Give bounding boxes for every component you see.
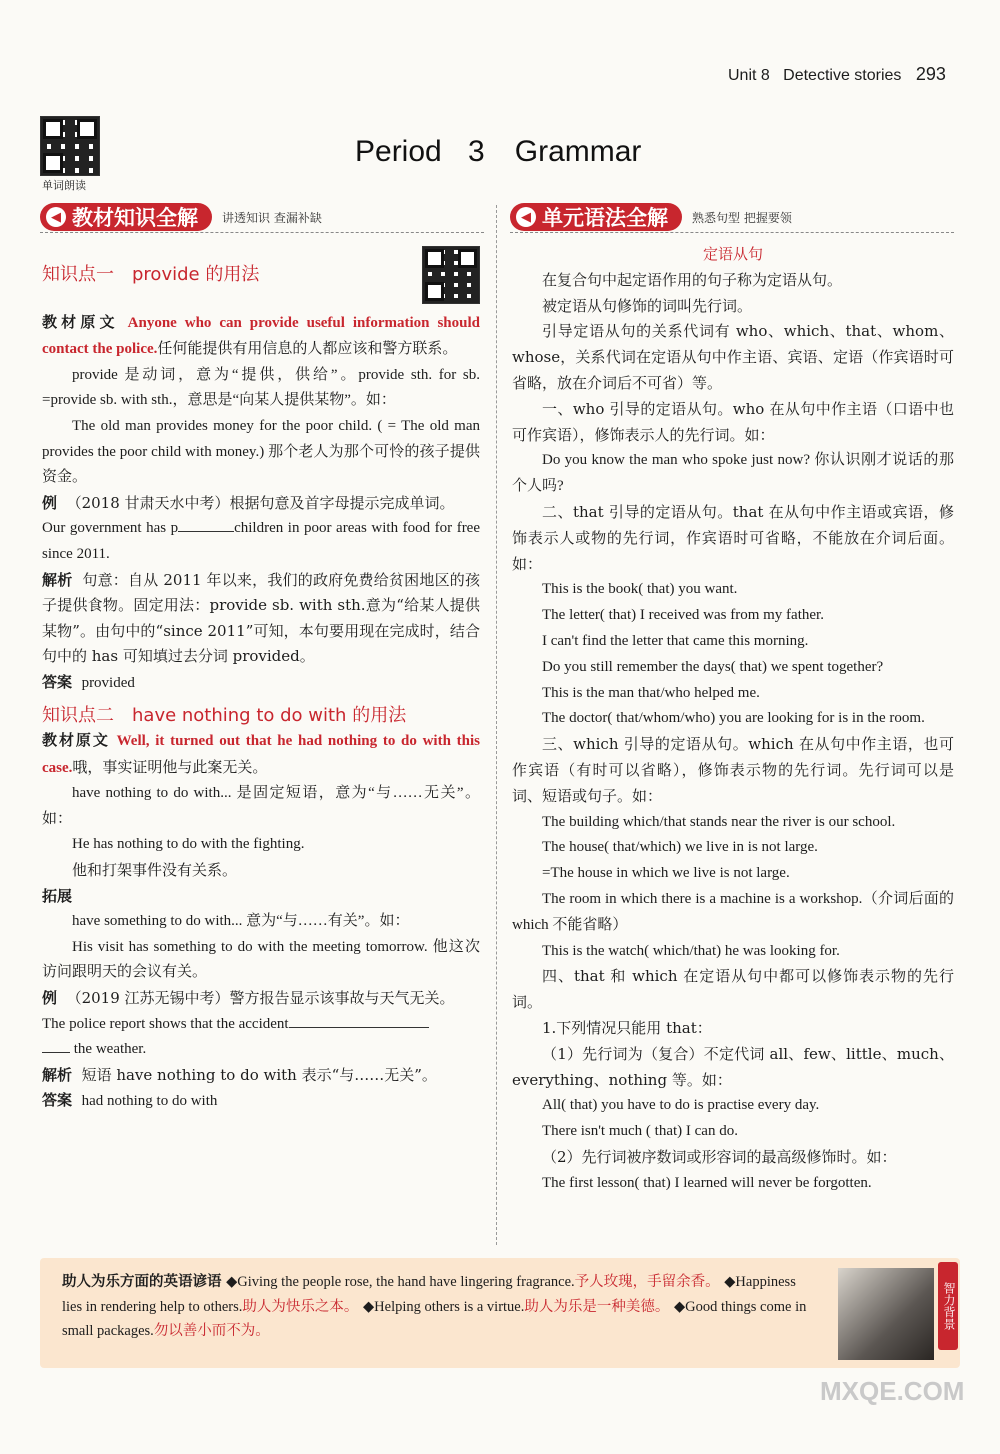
grammar-s3e5: This is the watch( which/that) he was looking for. [542,942,840,959]
kp1-question [42,516,480,567]
kp2-e1: He has nothing to do with the fighting. [72,836,305,853]
speaker-icon: ◀ [46,207,66,227]
orig-en: Anyone who can provide useful information should contact the police. [42,314,480,358]
grammar-s3e4: The room in which there is a machine is a workshop.（介词后面的 which 不能省略） [512,890,954,933]
q-b: children in poor areas with food for free since 2011. [42,520,480,562]
kp2-original [42,728,480,781]
kp1-answer [42,670,480,697]
page-title: Period 3 Grammar [355,135,642,168]
ans-text: had nothing to do with [81,1093,218,1110]
orig-cn: 任何能提供有用信息的人都应该和警方联系。 [157,339,458,358]
ans-label: 答案 [42,1091,73,1110]
right-banner-pill [510,203,682,231]
page-number: 293 [915,64,946,84]
orig-en: Well, it turned out that he had nothing to do with this case. [42,733,480,776]
proverb-en: ◆Giving the people rose, the hand have lingering fragrance. [226,1274,575,1290]
q-b: the weather. [73,1041,147,1058]
decorative-photo [838,1268,934,1360]
grammar-title: 定语从句 [702,245,763,263]
kp2-example [42,986,480,1012]
kp1-p2: The old man provides money for the poor child. ( = The old man provides the poor child with money.) 那个老人为那个可怜的孩子提供资金。 [42,417,480,486]
an-text: 短语 have nothing to do with 表示“与……无关”。 [81,1065,437,1084]
proverb-en: ◆Helping others is a virtue. [363,1298,525,1315]
orig-label: 教材原文 [42,731,110,750]
grammar-s3: 三、which 引导的定语从句。which 在从句中作主语，也可作宾语（有时可以省略），修饰表示物的先行词。先行词可以是词、短语或句子。如： [512,735,954,805]
proverb-text [62,1270,812,1344]
orig-label: 教材原文 [42,312,119,331]
ex-label: 例 [42,989,58,1008]
kp1-p1: provide 是动词，意为“提供，供给”。provide sth. for sb. =provide sb. with sth.，意思是“向某人提供某物”。如： [42,366,480,409]
proverb-cn: 助人为快乐之本。 [242,1298,359,1315]
grammar-s1: 一、who 引导的定语从句。who 在从句中作主语（口语中也可作宾语），修饰表示人的先行词。如： [512,399,954,444]
kp1-example [42,491,480,517]
ex-text: （2019 江苏无锡中考）警方报告显示该事故与天气无关。 [66,989,455,1008]
topic-label: Detective stories [783,67,902,84]
an-label: 解析 [42,1065,73,1084]
answer-blank[interactable] [42,1052,70,1053]
grammar-s1e: Do you know the man who spoke just now? 你认识刚才说话的那个人吗? [512,452,954,495]
qr-code-icon[interactable] [40,116,100,176]
proverb-cn: 助人为乐是一种美德。 [524,1298,670,1315]
an-label: 解析 [42,570,73,589]
right-divider [510,232,954,233]
grammar-s3e1: The building which/that stands near the river is our school. [542,813,896,830]
grammar-s2e2: The letter( that) I received was from my father. [542,607,824,624]
kp2-p1: have nothing to do with... 是固定短语，意为“与……无关”。如： [42,785,480,827]
grammar-s4c: （2）先行词被序数词或形容词的最高级修饰时。如： [542,1147,897,1166]
left-banner-pill [40,203,212,231]
ans-label: 答案 [42,672,73,691]
running-header [728,64,946,85]
right-banner-sub: 熟悉句型 把握要领 [692,210,792,225]
right-section-banner [510,202,792,232]
kp2-p2: have something to do with... 意为“与……有关”。如： [72,913,410,930]
q-a: The police report shows that the accident [42,1015,289,1032]
grammar-l1: 在复合句中起定语作用的句子称为定语从句。 [542,270,843,289]
unit-label: Unit 8 [728,67,770,84]
grammar-s4b: （1）先行词为（复合）不定代词 all、few、little、much、everything、nothing 等。如： [512,1044,954,1089]
grammar-s4e1: All( that) you have to do is practise every day. [542,1097,820,1114]
grammar-s4e2: There isn't much ( that) I can do. [542,1123,738,1140]
grammar-l2: 被定语从句修饰的词叫先行词。 [542,296,753,315]
grammar-s2e5: This is the man that/who helped me. [542,684,760,701]
watermark: MXQE.COM [820,1376,965,1406]
grammar-s2e6: The doctor( that/whom/who) you are looking for is in the room. [542,710,925,727]
answer-blank[interactable] [289,1027,429,1028]
grammar-s2e4: Do you still remember the days( that) we spent together? [542,658,884,675]
kp2-heading: 知识点二 have nothing to do with 的用法 [42,704,407,726]
grammar-s2e1: This is the book( that) you want. [542,581,738,598]
grammar-s3e3: =The house in which we live is not large. [542,865,790,882]
left-divider [40,232,484,233]
grammar-s4e3: The first lesson( that) I learned will never be forgotten. [542,1174,872,1191]
left-banner-label: 教材知识全解 [72,206,198,230]
kp1-analysis [42,568,480,670]
an-text: 句意：自从 2011 年以来，我们的政府免费给贫困地区的孩子提供食物。固定用法：provide sb. with sth.意为“给某人提供某物”。由句中的“since 2011”可知，本句要用现在完成时，结合句中的 has 可知填过去分词 provided。 [42,570,480,666]
proverb-cn: 予人玫瑰，手留余香。 [574,1274,720,1290]
ex-label: 例 [42,493,58,512]
right-column [512,242,954,1196]
ex-text: （2018 甘肃天水中考）根据句意及首字母提示完成单词。 [66,493,455,512]
ans-text: provided [81,674,135,691]
sidebar-tag: 智力背景 [938,1262,958,1350]
grammar-s2: 二、that 引导的定语从句。that 在从句中作主语或宾语，修饰表示人或物的先行词，作宾语时可省略，不能放在介词后面。如： [512,502,954,573]
left-banner-sub: 讲透知识 查漏补缺 [222,210,322,225]
right-banner-label: 单元语法全解 [542,206,668,230]
proverb-cn: 勿以善小而不为。 [153,1323,270,1340]
left-section-banner [40,202,322,232]
kp2-question [42,1012,480,1063]
kp2-e1cn: 他和打架事件没有关系。 [72,861,238,880]
column-divider [496,205,497,1245]
qr-caption: 单词朗读 [42,179,86,192]
proverb-en: ◆Good things come in small packages. [62,1298,807,1340]
grammar-s4a: 1.下列情况只能用 that： [542,1018,712,1037]
grammar-s3e2: The house( that/which) we live in is not large. [542,839,818,856]
kp2-analysis [42,1063,480,1089]
grammar-s2e3: I can't find the letter that came this morning. [542,632,809,649]
kp1-heading: 知识点一 provide 的用法 [42,264,260,285]
kp2-extension-label: 拓展 [42,886,73,905]
grammar-l3: 引导定语从句的关系代词有 who、which、that、whom、whose，关系代词在定语从句中作主语、宾语、定语（作宾语时可省略，放在介词后不可省）等。 [512,322,954,392]
kp2-answer [42,1088,480,1115]
kp2-p3: His visit has something to do with the meeting tomorrow. 他这次访问跟明天的会议有关。 [42,938,480,981]
orig-cn: 哦，事实证明他与此案无关。 [72,757,268,776]
grammar-s4: 四、that 和 which 在定语从句中都可以修饰表示物的先行词。 [512,967,954,1012]
kp1-original [42,310,480,363]
answer-blank[interactable] [178,531,234,532]
speaker-icon: ◀ [516,207,536,227]
left-column [42,262,480,1115]
q-a: Our government has p [42,520,179,537]
proverb-en: ◆Happiness lies in rendering help to others. [62,1274,796,1315]
proverb-lead: 助人为乐方面的英语谚语 [62,1273,222,1290]
